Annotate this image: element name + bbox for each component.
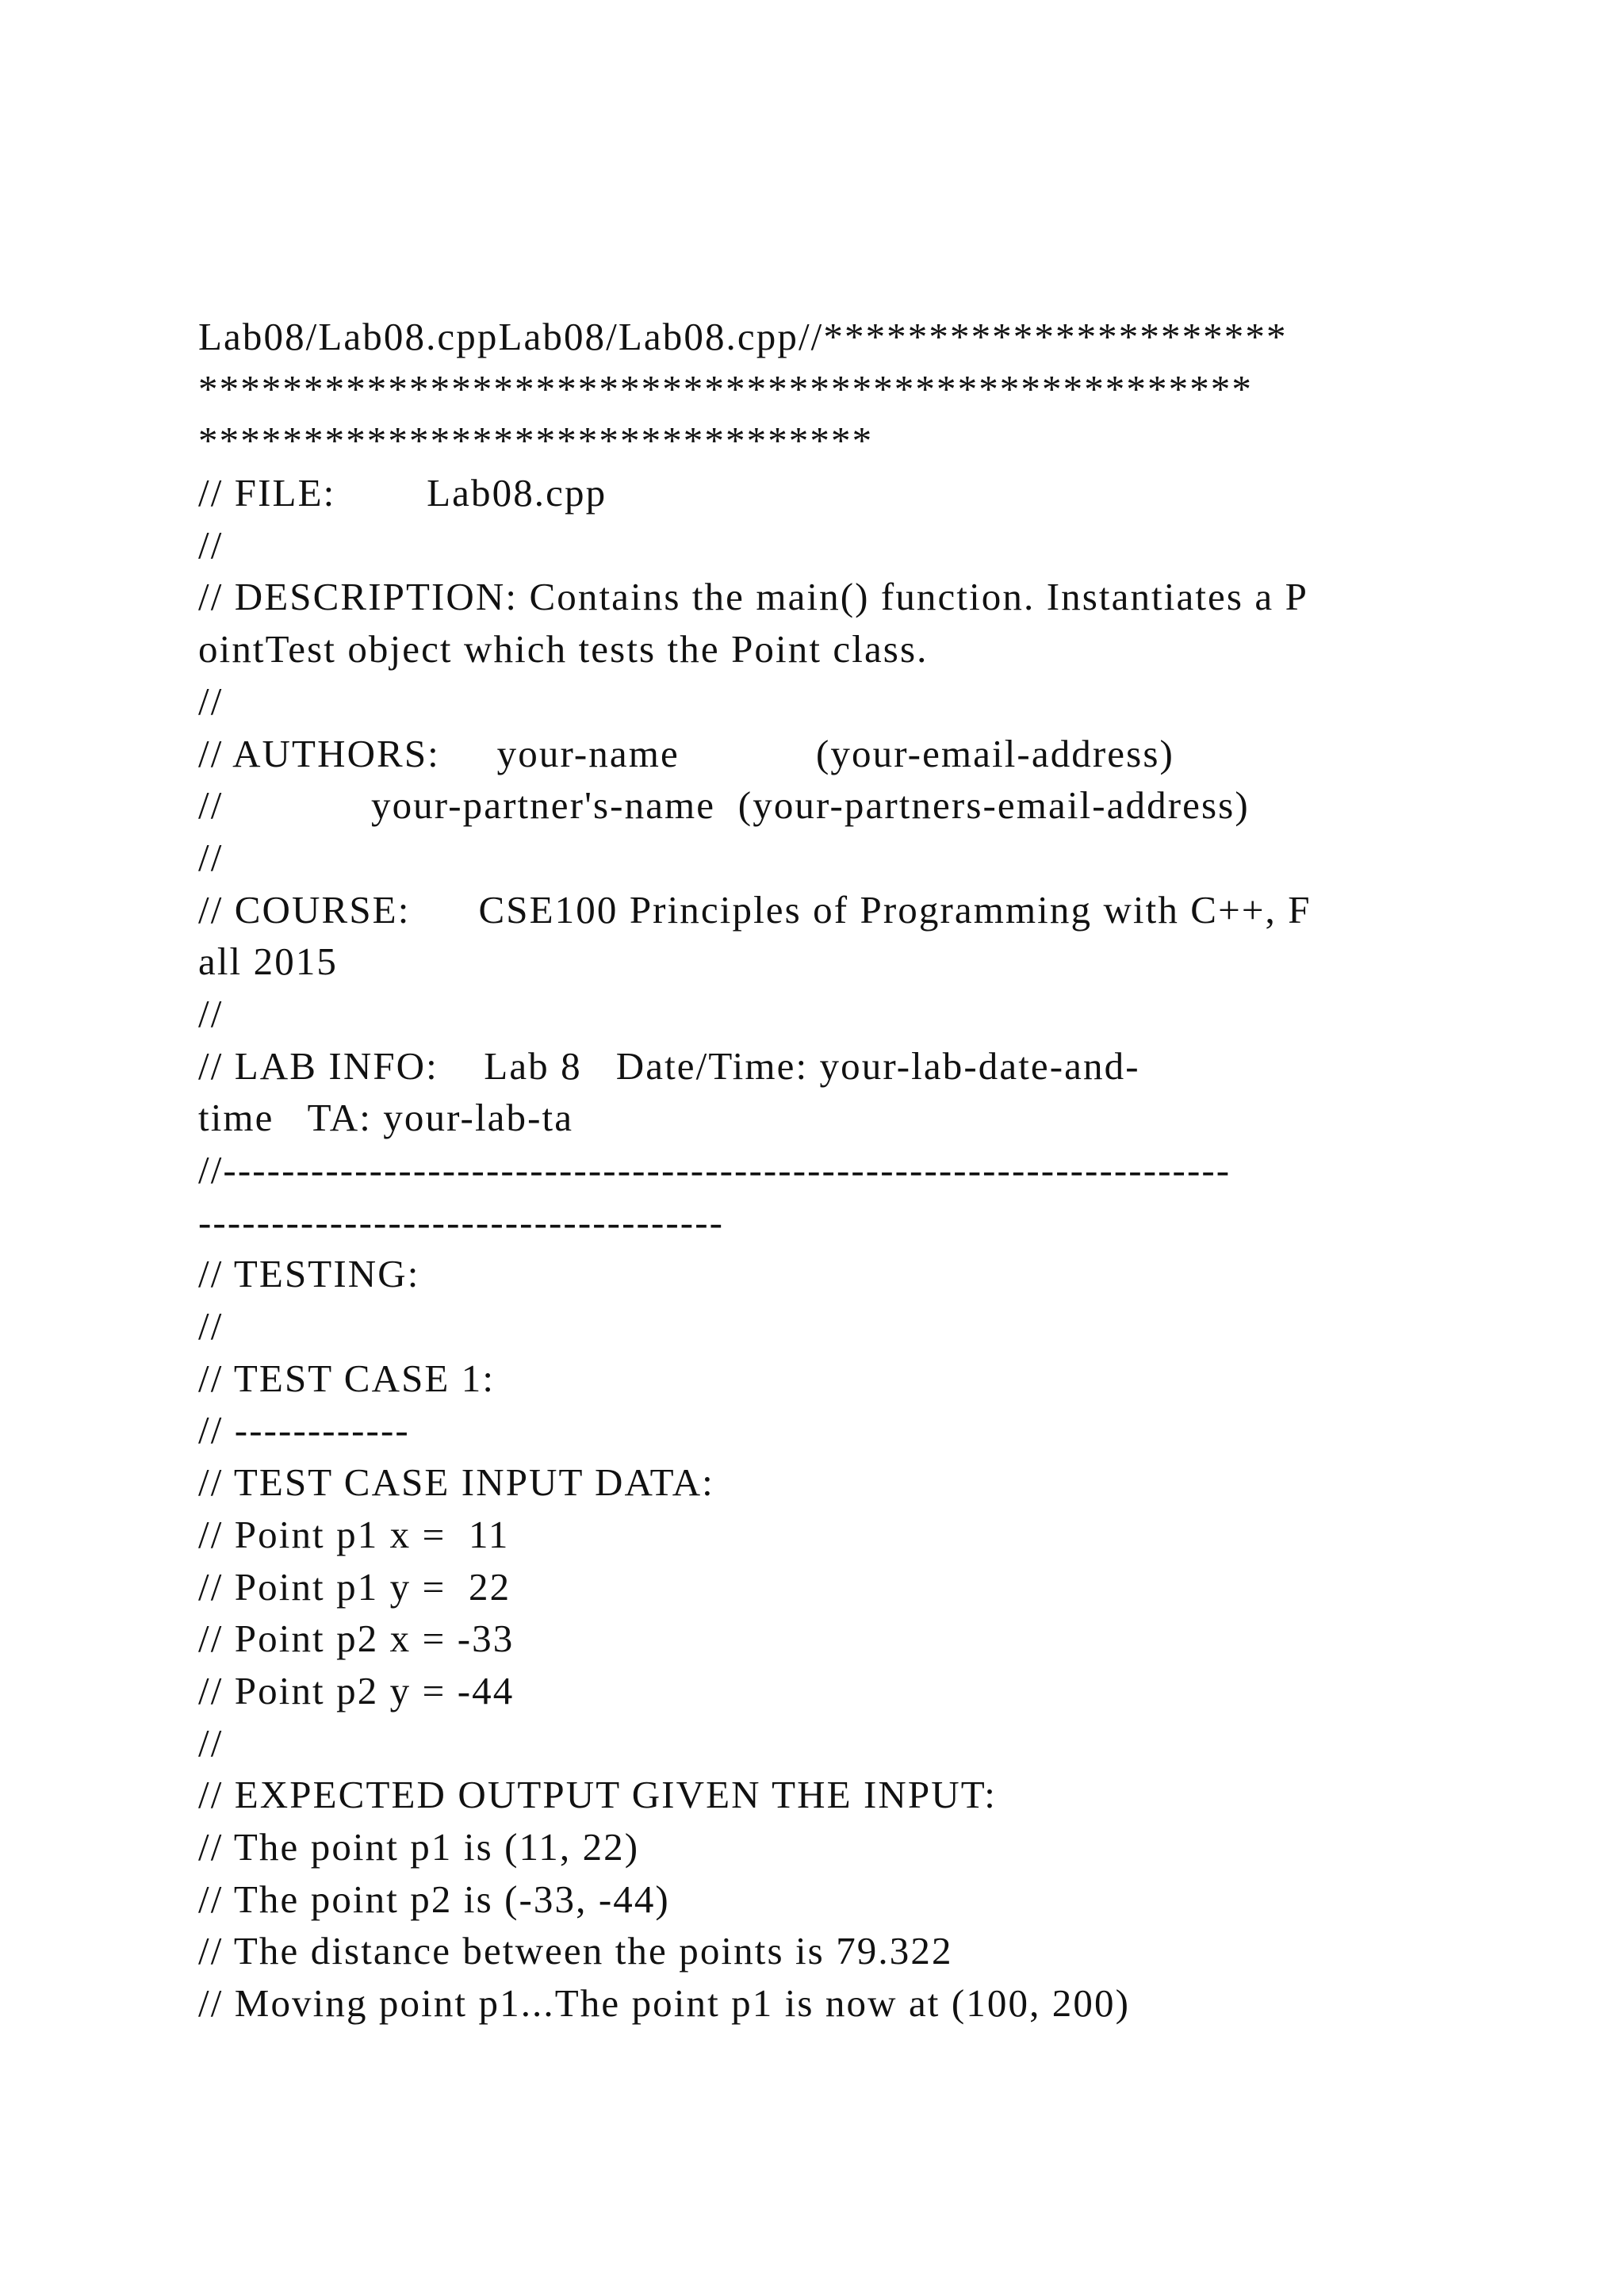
course-comment-line: all 2015 bbox=[198, 939, 339, 984]
comment-blank-line: // bbox=[198, 835, 224, 879]
code-listing bbox=[198, 311, 1435, 2030]
description-comment-line: ointTest object which tests the Point class. bbox=[198, 627, 929, 672]
comment-blank-line: // bbox=[198, 1720, 224, 1765]
course-comment-line: // COURSE: CSE100 Principles of Programming with C++, F bbox=[198, 887, 1312, 932]
expected-output-line: // Moving point p1...The point p1 is now at (100, 200) bbox=[198, 1981, 1131, 2025]
lab-info-comment-line: time TA: your-lab-ta bbox=[198, 1096, 574, 1140]
asterisk-divider-line: ************************************************** bbox=[198, 366, 1253, 411]
expected-output-line: // The distance between the points is 79.322 bbox=[198, 1929, 953, 1973]
test-input-line: // Point p1 y = 22 bbox=[198, 1564, 511, 1609]
testing-comment-line: // TESTING: bbox=[198, 1252, 420, 1296]
test-input-line: // Point p2 x = -33 bbox=[198, 1617, 515, 1661]
test-input-line: // Point p1 x = 11 bbox=[198, 1512, 510, 1556]
expected-output-heading-line: // EXPECTED OUTPUT GIVEN THE INPUT: bbox=[198, 1773, 998, 1817]
test-case-underline-line: // ------------ bbox=[198, 1408, 410, 1452]
test-input-heading-line: // TEST CASE INPUT DATA: bbox=[198, 1460, 714, 1505]
description-comment-line: // DESCRIPTION: Contains the main() function. Instantiates a P bbox=[198, 575, 1308, 619]
comment-blank-line: // bbox=[198, 1304, 224, 1349]
comment-blank-line: // bbox=[198, 522, 224, 567]
comment-blank-line: // bbox=[198, 679, 224, 723]
authors-comment-line: // your-partner's-name (your-partners-email-address) bbox=[198, 783, 1250, 828]
dash-divider-line: //--------------------------------------------------------------------- bbox=[198, 1148, 1231, 1192]
authors-comment-line: // AUTHORS: your-name (your-email-address) bbox=[198, 731, 1174, 775]
test-case-heading-line: // TEST CASE 1: bbox=[198, 1356, 496, 1400]
dash-divider-line: ------------------------------------ bbox=[198, 1200, 725, 1244]
file-comment-line: // FILE: Lab08.cpp bbox=[198, 471, 607, 515]
expected-output-line: // The point p2 is (-33, -44) bbox=[198, 1877, 670, 1921]
expected-output-line: // The point p1 is (11, 22) bbox=[198, 1824, 640, 1869]
header-file-path-line: Lab08/Lab08.cppLab08/Lab08.cpp//********************** bbox=[198, 315, 1288, 358]
asterisk-divider-line: ******************************** bbox=[198, 419, 874, 463]
comment-blank-line: // bbox=[198, 991, 224, 1035]
test-input-line: // Point p2 y = -44 bbox=[198, 1668, 515, 1712]
lab-info-comment-line: // LAB INFO: Lab 8 Date/Time: your-lab-date-and- bbox=[198, 1043, 1140, 1088]
